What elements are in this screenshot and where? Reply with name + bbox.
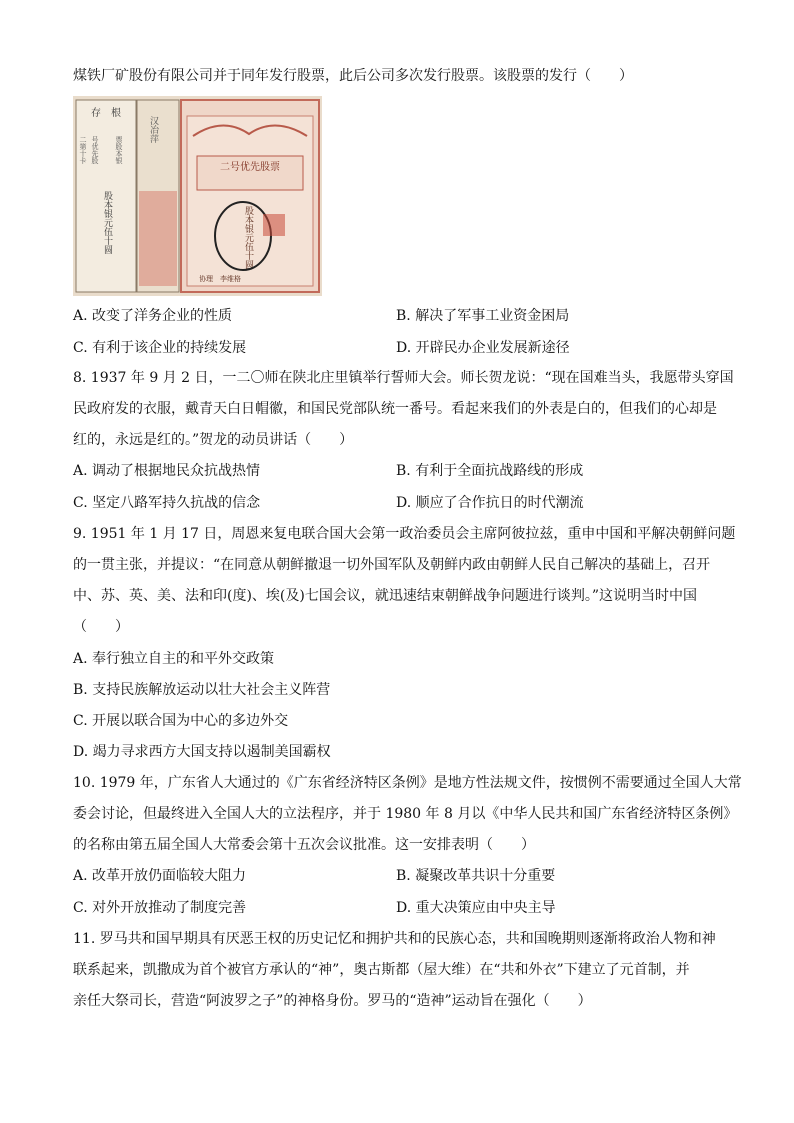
q9-option-b[interactable]: B. 支持民族解放运动以壮大社会主义阵营 [73, 682, 331, 698]
main-text: 股本银元伍十圆 [243, 206, 253, 269]
middle-text: 汉冶萍 [148, 116, 158, 143]
q9-stem-line-2: 的一贯主张，并提议：“在同意从朝鲜撤退一切外国军队及朝鲜内政由朝鲜人民自己解决的基础上，召开 [73, 557, 711, 573]
q7-option-d[interactable]: D. 开辟民办企业发展新途径 [396, 340, 570, 356]
q10-option-d[interactable]: D. 重大决策应由中央主导 [396, 900, 556, 916]
main-header: 二号优先股票 [220, 162, 280, 173]
q8-option-a[interactable]: A. 调动了根据地民众抗战热情 [73, 463, 261, 479]
q9-stem-line-3: 中、苏、英、美、法和印(度)、埃(及)七国会议，就迅速结束朝鲜战争问题进行谈判。”这说明当时中国 [73, 588, 698, 604]
stub-text: 股本银元伍十圆 [102, 191, 112, 254]
q8-stem-line-3: 红的，永远是红的。”贺龙的动员讲话（ ） [73, 432, 354, 448]
q10-stem-line-3: 的名称由第五届全国人大常委会第十五次会议批准。这一安排表明（ ） [73, 837, 535, 853]
q8-option-c[interactable]: C. 坚定八路军持久抗战的信念 [73, 495, 261, 511]
q11-stem-line-2: 联系起来，凯撒成为首个被官方承认的“神”，奥古斯都（屋大维）在“共和外衣”下建立了元首制，并 [73, 962, 690, 978]
q10-option-c[interactable]: C. 对外开放推动了制度完善 [73, 900, 247, 916]
q10-stem-line-2: 委会讨论，但最终进入全国人大的立法程序，并于 1980 年 8 月以《中华人民共和国广东省经济特区条例》 [73, 806, 738, 822]
q7-option-b[interactable]: B. 解决了军事工业资金困局 [396, 308, 570, 324]
q11-stem-line-1: 11. 罗马共和国早期具有厌恶王权的历史记忆和拥护共和的民族心态，共和国晚期则逐渐将政治人物和神 [73, 931, 716, 947]
q7-option-a[interactable]: A. 改变了洋务企业的性质 [73, 308, 233, 324]
q10-stem-line-1: 10. 1979 年，广东省人大通过的《广东省经济特区条例》是地方性法规文件，按惯例不需要通过全国人大常 [73, 775, 742, 791]
q8-option-d[interactable]: D. 顺应了合作抗日的时代潮流 [396, 495, 584, 511]
q7-option-c[interactable]: C. 有利于该企业的持续发展 [73, 340, 247, 356]
q11-stem-line-3: 亲任大祭司长，营造“阿波罗之子”的神格身份。罗马的“造神”运动旨在强化（ ） [73, 993, 592, 1009]
svg-text:二第十卡: 二第十卡 [79, 136, 87, 164]
q8-stem-line-2: 民政府发的衣服，戴青天白日帽徽，和国民党部队统一番号。看起来我们的外表是白的，但我们的心却是 [73, 401, 717, 417]
q9-option-d[interactable]: D. 竭力寻求西方大国支持以遏制美国霸权 [73, 744, 331, 760]
q9-stem-line-4: （ ） [73, 619, 129, 635]
q9-option-a[interactable]: A. 奉行独立自主的和平外交政策 [73, 651, 275, 667]
q10-option-b[interactable]: B. 凝聚改革共识十分重要 [396, 868, 556, 884]
intro-line: 煤铁厂矿股份有限公司并于同年发行股票，此后公司多次发行股票。该股票的发行（ ） [73, 68, 633, 84]
q9-option-c[interactable]: C. 开展以联合国为中心的多边外交 [73, 713, 289, 729]
stock-certificate-image [73, 96, 322, 296]
q10-option-a[interactable]: A. 改革开放仍面临较大阻力 [73, 868, 247, 884]
svg-text:票股本银: 票股本银 [115, 136, 123, 164]
svg-text:号优先股: 号优先股 [91, 136, 99, 164]
manager-text: 协理 李维格 [199, 275, 241, 283]
q9-stem-line-1: 9. 1951 年 1 月 17 日，周恩来复电联合国大会第一政治委员会主席阿彼拉兹，重申中国和平解决朝鲜问题 [73, 526, 736, 542]
q8-option-b[interactable]: B. 有利于全面抗战路线的形成 [396, 463, 584, 479]
stub-header: 存 根 [91, 108, 121, 119]
q8-stem-line-1: 8. 1937 年 9 月 2 日，一二〇师在陕北庄里镇举行誓师大会。师长贺龙说：“现在国难当头，我愿带头穿国 [73, 370, 734, 386]
